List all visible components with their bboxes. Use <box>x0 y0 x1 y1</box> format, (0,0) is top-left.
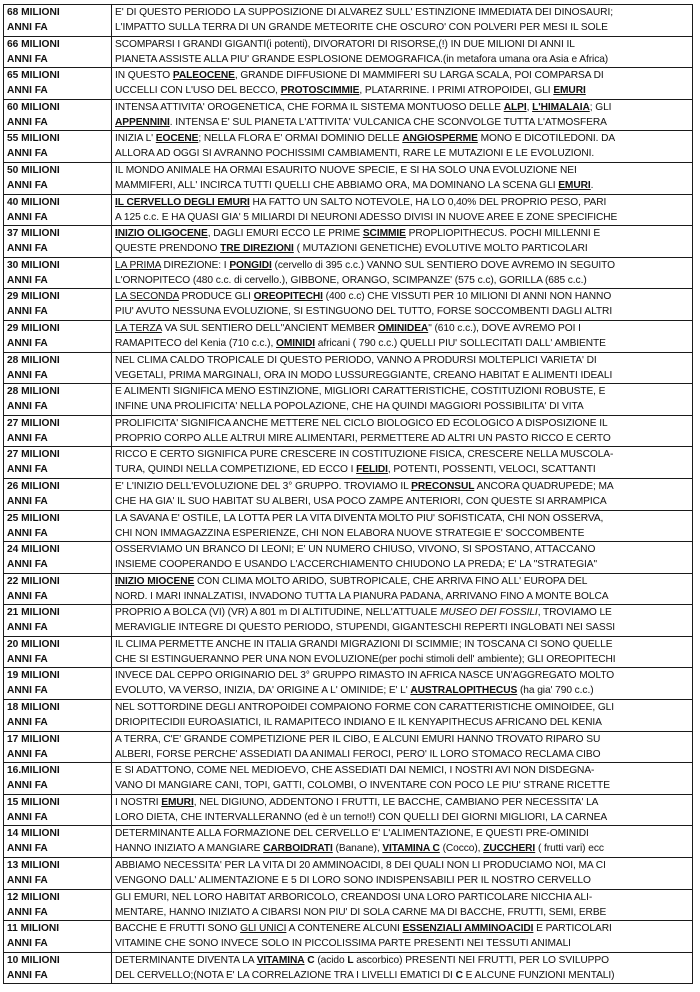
table-row <box>4 68 693 100</box>
text-segment: PIU' AVUTO NESSUNA EVOLUZIONE, SI ESTINGUONO DEL TUTTO, FORSE SOCCOMBENTI DAGLI ALTRI <box>115 306 613 318</box>
event-description <box>112 99 693 131</box>
text-segment: DETERMINANTE DIVENTA LA <box>115 954 257 966</box>
highlighted-term: EMURI <box>161 796 194 808</box>
event-description <box>112 605 693 637</box>
time-label: 27 MILIONI ANNI FA <box>4 447 112 479</box>
text-line <box>115 494 689 509</box>
text-segment: OSSERVIAMO UN BRANCO DI LEONI; E' UN NUMERO CHIUSO, VIVONO, SI SPOSTANO, ATTACCANO <box>115 544 596 556</box>
text-line <box>115 131 689 146</box>
text-segment: MUSEO DEI FOSSILI <box>439 607 538 619</box>
event-description <box>112 289 693 321</box>
highlighted-term: OMINIDI <box>275 337 316 349</box>
text-line <box>115 747 689 762</box>
text-segment: PRODUCE GLI <box>178 291 254 303</box>
text-segment: , DAGLI EMURI ECCO LE PRIME <box>207 228 363 240</box>
text-line <box>115 605 689 620</box>
table-row <box>4 478 693 510</box>
text-line <box>115 163 689 178</box>
table-row <box>4 636 693 668</box>
event-description <box>112 36 693 68</box>
text-segment: I NOSTRI <box>115 796 162 808</box>
text-line <box>115 683 689 698</box>
text-line <box>115 668 689 683</box>
time-label: 26 MILIONI ANNI FA <box>4 478 112 510</box>
text-segment: VANO DI MANGIARE CANI, TOPI, GATTI, COLOMBI, O INVENTARE CON POCO LE PIU' STRANE RICETTE <box>115 780 610 792</box>
text-segment: . <box>590 179 594 191</box>
highlighted-term: PONGIDI <box>229 259 272 271</box>
time-label: 19 MILIONI ANNI FA <box>4 668 112 700</box>
text-segment: RICCO E CERTO SIGNIFICA PURE CRESCERE IN COSTITUZIONE FISICA, CRESCERE NELLA MUSCOLA- <box>115 449 614 461</box>
text-segment: INTENSA ATTIVITA' OROGENETICA, CHE FORMA IL SISTEMA MONTUOSO DELLE <box>115 101 504 113</box>
text-line <box>115 416 689 431</box>
text-line <box>115 384 689 399</box>
text-segment: PROPRIO CORPO ALLE ALTRUI MIRE ALIMENTARI, PERMETTERE AD ALTRI UN PASTO RICCO E CERTO <box>115 432 611 444</box>
text-line <box>115 890 689 905</box>
time-label: 65 MILIONI ANNI FA <box>4 68 112 100</box>
text-segment: IL CLIMA PERMETTE ANCHE IN ITALIA GRANDI MIGRAZIONI DI SCIMMIE; IN TOSCANA CI SONO QUELLE <box>115 638 613 650</box>
highlighted-term: PRECONSUL <box>411 480 475 492</box>
table-row <box>4 226 693 258</box>
text-segment: A TERRA, C'E' GRANDE COMPETIZIONE PER IL CIBO, E ALCUNI EMURI HANNO TROVATO RIPARO SU <box>115 733 601 745</box>
time-label: 21 MILIONI ANNI FA <box>4 605 112 637</box>
text-segment: INSIEME COOPERANDO E USANDO L'ACCERCHIAMENTO CHIUDONO LA PREDA; E' LA "STRATEGIA" <box>115 559 598 571</box>
text-segment: , NEL DIGIUNO, ADDENTONO I FRUTTI, LE BACCHE, CAMBIANO PER NECESSITA' LA <box>193 796 599 808</box>
text-segment: IL MONDO ANIMALE HA ORMAI ESAURITO NUOVE SPECIE, E SI HA SOLO UNA EVOLUZIONE NEI <box>115 164 577 176</box>
text-segment: LA SAVANA E' OSTILE, LA LOTTA PER LA VITA DIVENTA MOLTO PIU' SOFISTICATA, CHI NON OSSERVA, <box>115 512 604 524</box>
text-line <box>115 841 689 856</box>
highlighted-term: EMURI <box>553 85 586 97</box>
event-description <box>112 573 693 605</box>
event-description <box>112 636 693 668</box>
time-label: 10 MILIONI ANNI FA <box>4 952 112 984</box>
event-description <box>112 352 693 384</box>
event-description <box>112 858 693 890</box>
text-line <box>115 273 689 288</box>
table-row <box>4 131 693 163</box>
highlighted-term: ALPI <box>503 101 527 113</box>
text-line <box>115 778 689 793</box>
table-row <box>4 952 693 984</box>
table-row <box>4 542 693 574</box>
text-line <box>115 953 689 968</box>
table-row <box>4 415 693 447</box>
time-label: 37 MILIONI ANNI FA <box>4 226 112 258</box>
text-line <box>115 210 689 225</box>
highlighted-term: EOCENE <box>155 133 199 145</box>
text-segment: VITAMINE CHE SONO INVECE SOLO IN PICCOLISSIMA PARTE PRESENTI NEI TESSUTI ANIMALI <box>115 938 571 950</box>
text-line <box>115 810 689 825</box>
text-line <box>115 652 689 667</box>
text-segment: C <box>307 954 315 966</box>
time-label: 40 MILIONI ANNI FA <box>4 194 112 226</box>
highlighted-term: VITAMINA <box>256 954 305 966</box>
text-segment: INVECE DAL CEPPO ORIGINARIO DEL 3° GRUPPO RIMASTO IN AFRICA NASCE UN'AGGREGATO MOLTO <box>115 670 615 682</box>
table-row <box>4 99 693 131</box>
text-segment: , GRANDE DIFFUSIONE DI MAMMIFERI SU LARGA SCALA, POI COMPARSA DI <box>234 70 604 82</box>
text-segment: MERAVIGLIE INTEGRE DI QUESTO PERIODO, STUPENDI, GIGANTESCHI REPERTI INGLOBATI NEI SASSI <box>115 622 616 634</box>
event-description <box>112 415 693 447</box>
text-segment: PROPLIOPITHECUS. POCHI MILLENNI E <box>405 228 601 240</box>
highlighted-term: L'HIMALAIA <box>532 101 590 113</box>
event-description <box>112 542 693 574</box>
text-segment: MENTARE, HANNO INIZIATO A CIBARSI NON PIU' DI SOLA CARNE MA DI BACCHE, FRUTTI, SEMI, ERBE <box>115 906 607 918</box>
text-segment: EVOLUTO, VA VERSO, INIZIA, DA' ORIGINE A L' OMINIDE; E' L' <box>115 685 411 697</box>
table-row <box>4 731 693 763</box>
text-line <box>115 115 689 130</box>
table-row <box>4 826 693 858</box>
event-description <box>112 763 693 795</box>
time-label: 16.MILIONI ANNI FA <box>4 763 112 795</box>
event-description <box>112 510 693 542</box>
text-segment: NEL CLIMA CALDO TROPICALE DI QUESTO PERIODO, VANNO A PRODURSI MOLTEPLICI VARIETA' DI <box>115 354 597 366</box>
table-row <box>4 320 693 352</box>
text-line <box>115 258 689 273</box>
highlighted-term: ESSENZIALI AMMINOACIDI <box>402 923 534 935</box>
text-segment: MAMMIFERI, ALL' INCIRCA TUTTI QUELLI CHE ABBIAMO ORA, MA DOMINANO LA SCENA GLI <box>115 179 559 191</box>
text-segment: (Cocco), <box>439 843 484 855</box>
text-segment: MONO E DICOTILEDONI. DA <box>477 133 616 145</box>
text-segment: ALBERI, FORSE PERCHE' ASSEDIATI DA ANIMALI FEROCI, PERO' IL LORO STOMACO RECLAMA CIBO <box>115 748 601 760</box>
text-line <box>115 431 689 446</box>
highlighted-term: INIZIO MIOCENE <box>115 575 195 587</box>
event-description <box>112 889 693 921</box>
table-row <box>4 668 693 700</box>
text-segment: UCCELLI CON L'USO DEL BECCO, <box>115 85 281 97</box>
text-line <box>115 921 689 936</box>
highlighted-term: INIZIO OLIGOCENE <box>115 228 208 240</box>
text-segment: INIZIA L' <box>115 133 156 145</box>
text-line <box>115 289 689 304</box>
highlighted-term: EMURI <box>558 179 591 191</box>
event-description <box>112 478 693 510</box>
time-label: 12 MILIONI ANNI FA <box>4 889 112 921</box>
text-segment: A CONTENERE ALCUNI <box>286 923 403 935</box>
text-line <box>115 826 689 841</box>
highlighted-term: ANGIOSPERME <box>402 133 478 145</box>
text-segment: E' L'INIZIO DELL'EVOLUZIONE DEL 3° GRUPPO. TROVIAMO IL <box>115 480 412 492</box>
text-segment: SCOMPARSI I GRANDI GIGANTI(i potenti), DIVORATORI DI RISORSE,(!) IN DUE MILIONI DI ANNI IL <box>115 38 575 50</box>
text-segment: TURA, QUINDI NELLA COMPETIZIONE, ED ECCO I <box>115 464 357 476</box>
text-line <box>115 37 689 52</box>
highlighted-term: IL CERVELLO DEGLI EMURI <box>115 196 250 208</box>
highlighted-term: OREOPITECHI <box>253 291 323 303</box>
highlighted-term: AUSTRALOPITHECUS <box>410 685 518 697</box>
time-label: 55 MILIONI ANNI FA <box>4 131 112 163</box>
text-line <box>115 936 689 951</box>
text-segment: ascorbico) PRESENTI NEI FRUTTI, PER LO SVILUPPO <box>353 954 609 966</box>
event-description <box>112 384 693 416</box>
text-segment: CHE HA GIA' IL SUO HABITAT SU ALBERI, USA POCO ZAMPE ANTERIORI, CON QUESTE SI ARRAMPICA <box>115 495 607 507</box>
text-line <box>115 542 689 557</box>
text-segment: DEL CERVELLO;(NOTA E' LA CORRELAZIONE TRA I LIVELLI EMATICI DI <box>115 969 456 981</box>
text-segment: RAMAPITECO del Kenia (710 c.c.), <box>115 337 276 349</box>
text-line <box>115 83 689 98</box>
event-description <box>112 162 693 194</box>
text-segment: DIREZIONE: I <box>160 259 230 271</box>
text-segment: VEGETALI, PRIMA MARGINALI, ORA IN MODO LUSSUREGGIANTE, CREANO HABITAT E ALIMENTI IDEALI <box>115 369 613 381</box>
table-row <box>4 763 693 795</box>
text-segment: INFINE UNA PROLIFICITA' NELLA POPOLAZIONE, CHE HA QUINDI MAGGIORI POSSIBILITA' DI VITA <box>115 401 584 413</box>
text-segment: PIANETA ASSISTE ALLA PIU' GRANDE ESPLOSIONE DEMOGRAFICA.(in metafora umana ora Asia e Africa) <box>115 53 609 65</box>
text-segment: PROPRIO A BOLCA (VI) (VR) A 801 m DI ALTITUDINE, NELL'ATTUALE <box>115 607 440 619</box>
text-segment: ALLORA AD OGGI SI AVRANNO POCHISSIMI CAMBIAMENTI, RARE LE MUTAZIONI E LE EVOLUZIONI. <box>115 148 595 160</box>
text-line <box>115 447 689 462</box>
event-description <box>112 257 693 289</box>
text-line <box>115 241 689 256</box>
text-segment: L'IMPATTO SULLA TERRA DI UN GRANDE METEORITE CHE OSCURO' CON POLVERI PER MESI IL SOLE <box>115 22 608 33</box>
text-segment: PROLIFICITA' SIGNIFICA ANCHE METTERE NEL CICLO BIOLOGICO ED ECOLOGICO A DISPOSIZIONE IL <box>115 417 608 429</box>
text-line <box>115 557 689 572</box>
table-row <box>4 794 693 826</box>
text-line <box>115 637 689 652</box>
text-line <box>115 195 689 210</box>
text-segment: (cervello di 395 c.c.) VANNO SUL SENTIERO DOVE AVREMO IN SEGUITO <box>271 259 615 271</box>
text-segment: E ALIMENTI SIGNIFICA MENO ESTINZIONE, MIGLIORI CARATTERISTICHE, COSTITUZIONI ROBUSTE, E <box>115 386 606 398</box>
text-segment: A 125 c.c. E HA QUASI GIA' 5 MILIARDI DI NEURONI ADESSO DIVISI IN NUOVE AREE E ZONE SPECIFICHE <box>115 211 618 223</box>
event-description <box>112 794 693 826</box>
table-row <box>4 352 693 384</box>
text-segment: , TROVIAMO LE <box>537 607 612 619</box>
text-line <box>115 68 689 83</box>
text-segment: ( MUTAZIONI GENETICHE) EVOLUTIVE MOLTO PARTICOLARI <box>293 243 588 255</box>
time-label: 11 MILIONI ANNI FA <box>4 921 112 953</box>
text-line <box>115 100 689 115</box>
text-line <box>115 905 689 920</box>
event-description <box>112 68 693 100</box>
text-segment: LORO DIETA, CHE INTERVALLERANNO (ed è un terno!!) CON QUELLI DEI GIORNI MIGLIORI, LA CARNEA <box>115 811 608 823</box>
time-label: 15 MILIONI ANNI FA <box>4 794 112 826</box>
text-segment: C <box>455 969 463 981</box>
time-label: 24 MILIONI ANNI FA <box>4 542 112 574</box>
event-description <box>112 194 693 226</box>
text-segment: LA TERZA <box>115 322 162 334</box>
table-row <box>4 194 693 226</box>
event-description <box>112 447 693 479</box>
highlighted-term: CARBOIDRATI <box>263 843 333 855</box>
table-row <box>4 858 693 890</box>
time-label: 29 MILIONI ANNI FA <box>4 320 112 352</box>
time-label: 17 MILIONI ANNI FA <box>4 731 112 763</box>
text-line <box>115 700 689 715</box>
text-segment: " (610 c.c.), DOVE AVREMO POI I <box>428 322 581 334</box>
event-description <box>112 131 693 163</box>
event-description <box>112 731 693 763</box>
text-segment: (acido <box>314 954 348 966</box>
text-segment: E SI ADATTONO, COME NEL MEDIOEVO, CHE ASSEDIATI DAI NEMICI, I NOSTRI AVI NON DISDEGNA- <box>115 765 595 777</box>
text-line <box>115 511 689 526</box>
event-description <box>112 826 693 858</box>
text-segment: BACCHE E FRUTTI SONO <box>115 923 241 935</box>
text-segment: (ha gia' 790 c.c.) <box>517 685 594 697</box>
text-segment: GLI EMURI, NEL LORO HABITAT ARBORICOLO, CREANDOSI UNA LORO PARTICOLARE NICCHIA ALI- <box>115 891 593 903</box>
text-segment: , <box>526 101 533 113</box>
event-description <box>112 226 693 258</box>
text-line <box>115 574 689 589</box>
text-line <box>115 304 689 319</box>
text-line <box>115 479 689 494</box>
text-line <box>115 226 689 241</box>
highlighted-term: TRE DIREZIONI <box>220 243 294 255</box>
highlighted-term: PALEOCENE <box>172 70 235 82</box>
highlighted-term: FELIDI <box>356 464 388 476</box>
text-line <box>115 968 689 983</box>
text-segment: VA SUL SENTIERO DELL"ANCIENT MEMBER <box>161 322 378 334</box>
table-row <box>4 447 693 479</box>
time-label: 50 MILIONI ANNI FA <box>4 162 112 194</box>
text-segment: QUESTE PRENDONO <box>115 243 221 255</box>
event-description <box>112 668 693 700</box>
time-label: 68 MILIONI ANNI FA <box>4 5 112 37</box>
table-row <box>4 921 693 953</box>
time-label: 13 MILIONI ANNI FA <box>4 858 112 890</box>
text-line <box>115 20 689 35</box>
time-label: 60 MILIONI ANNI FA <box>4 99 112 131</box>
text-line <box>115 763 689 778</box>
text-segment: africani ( 790 c.c.) QUELLI PIU' SOLLECITATI DALL' AMBIENTE <box>315 337 606 349</box>
text-segment: L'ORNOPITECO (480 c.c. di cervello.), GIBBONE, ORANGO, SCIMPANZE' (575 c.c), GORILLA (685 c.c.) <box>115 274 587 286</box>
time-label: 28 MILIONI ANNI FA <box>4 384 112 416</box>
text-line <box>115 858 689 873</box>
text-segment: E PARTICOLARI <box>533 923 612 935</box>
timeline-rows <box>4 5 693 984</box>
text-segment: HA FATTO UN SALTO NOTEVOLE, HA LO 0,40% DEL PROPRIO PESO, PARI <box>249 196 607 208</box>
text-segment: GLI UNICI <box>240 923 287 935</box>
text-segment: CHE SI ESTINGUERANNO PER UNA NON EVOLUZIONE(per pochi stimoli dell' ambiente); GLI OREOPITECHI <box>115 653 616 665</box>
text-segment: DETERMINANTE ALLA FORMAZIONE DEL CERVELLO E' L'ALIMENTAZIONE, E QUESTI PRE-OMINIDI <box>115 828 589 840</box>
event-description <box>112 921 693 953</box>
time-label: 25 MILIONI ANNI FA <box>4 510 112 542</box>
highlighted-term: OMINIDEA <box>377 322 429 334</box>
text-line <box>115 873 689 888</box>
table-row <box>4 384 693 416</box>
text-segment: NEL SOTTORDINE DEGLI ANTROPOIDEI COMPAIONO FORME CON CARATTERISTICHE OMINOIDEE, GLI <box>115 702 615 714</box>
time-label: 66 MILIONI ANNI FA <box>4 36 112 68</box>
text-segment: (Banane), <box>332 843 383 855</box>
time-label: 20 MILIONI ANNI FA <box>4 636 112 668</box>
text-line <box>115 5 689 20</box>
text-line <box>115 399 689 414</box>
table-row <box>4 700 693 732</box>
text-segment: . INTENSA E' SUL PIANETA L'ATTIVITA' VULCANICA CHE SCONVOLGE TUTTA L'ATMOSFERA <box>169 116 607 128</box>
time-label: 18 MILIONI ANNI FA <box>4 700 112 732</box>
text-segment: IN QUESTO <box>115 70 173 82</box>
time-label: 30 MILIONI ANNI FA <box>4 257 112 289</box>
text-line <box>115 620 689 635</box>
table-row <box>4 605 693 637</box>
text-line <box>115 178 689 193</box>
event-description <box>112 320 693 352</box>
table-row <box>4 889 693 921</box>
text-segment: LA PRIMA <box>115 259 161 271</box>
time-label: 27 MILIONI ANNI FA <box>4 415 112 447</box>
text-segment: , POTENTI, POSSENTI, VELOCI, SCATTANTI <box>387 464 596 476</box>
time-label: 28 MILIONI ANNI FA <box>4 352 112 384</box>
text-segment: E ALCUNE FUNZIONI MENTALI) <box>462 969 615 981</box>
text-segment: LA SECONDA <box>115 291 179 303</box>
text-segment: HANNO INIZIATO A MANGIARE <box>115 843 264 855</box>
text-segment: CHI NON IMMAGAZZINA ESPERIENZE, CHI NON ELABORA NUOVE STRATEGIE E' SOCCOMBENTE <box>115 527 585 539</box>
highlighted-term: PROTOSCIMMIE <box>280 85 360 97</box>
time-label: 22 MILIONI ANNI FA <box>4 573 112 605</box>
text-line <box>115 715 689 730</box>
highlighted-term: APPENNINI <box>115 116 170 128</box>
text-line <box>115 732 689 747</box>
text-segment: ( frutti vari) ecc <box>535 843 604 855</box>
text-segment: ABBIAMO NECESSITA' PER LA VITA DI 20 AMMINOACIDI, 8 DEI QUALI NON LI PRODUCIAMO NOI, MA CI <box>115 860 606 872</box>
text-segment: DRIOPITECIDII EUROASIATICI, IL RAMAPITECO INDIANO E IL KENYAPITHECUS AFRICANO DEL KENIA <box>115 717 602 729</box>
text-segment: ; GLI <box>589 101 612 113</box>
text-segment: ; NELLA FLORA E' ORMAI DOMINIO DELLE <box>198 133 403 145</box>
table-row <box>4 162 693 194</box>
text-line <box>115 321 689 336</box>
table-row <box>4 573 693 605</box>
table-row <box>4 5 693 37</box>
highlighted-term: VITAMINA C <box>382 843 440 855</box>
text-segment: NORD. I MARI INNALZATISI, INVADONO TUTTA LA PIANURA PADANA, ARRIVANO FINO A MONTE BOLCA <box>115 590 609 602</box>
highlighted-term: ZUCCHERI <box>483 843 536 855</box>
text-line <box>115 353 689 368</box>
text-segment: , PLATARRINE. I PRIMI ATROPOIDEI, GLI <box>359 85 554 97</box>
timeline-table <box>3 4 693 984</box>
time-label: 14 MILIONI ANNI FA <box>4 826 112 858</box>
text-segment: (400 c.c) CHE VISSUTI PER 10 MILIONI DI ANNI NON HANNO <box>322 291 612 303</box>
highlighted-term: SCIMMIE <box>362 228 406 240</box>
event-description <box>112 952 693 984</box>
text-line <box>115 462 689 477</box>
text-line <box>115 52 689 67</box>
text-line <box>115 146 689 161</box>
text-segment: L <box>347 954 354 966</box>
event-description <box>112 700 693 732</box>
time-label: 29 MILIONI ANNI FA <box>4 289 112 321</box>
table-row <box>4 289 693 321</box>
text-segment: ANCORA QUADRUPEDE; MA <box>474 480 614 492</box>
text-line <box>115 795 689 810</box>
text-line <box>115 589 689 604</box>
table-row <box>4 510 693 542</box>
table-row <box>4 257 693 289</box>
text-segment: VENGONO DALL' ALIMENTAZIONE E 5 DI LORO SONO INDISPENSABILI PER IL NOSTRO CERVELLO <box>115 875 591 887</box>
table-row <box>4 36 693 68</box>
text-line <box>115 368 689 383</box>
text-segment: CON CLIMA MOLTO ARIDO, SUBTROPICALE, CHE ARRIVA FINO ALL' EUROPA DEL <box>194 575 588 587</box>
event-description <box>112 5 693 37</box>
text-segment: E' DI QUESTO PERIODO LA SUPPOSIZIONE DI ALVAREZ SULL' ESTINZIONE IMMEDIATA DEI DINOSAURI; <box>115 7 613 18</box>
text-line <box>115 526 689 541</box>
text-line <box>115 336 689 351</box>
